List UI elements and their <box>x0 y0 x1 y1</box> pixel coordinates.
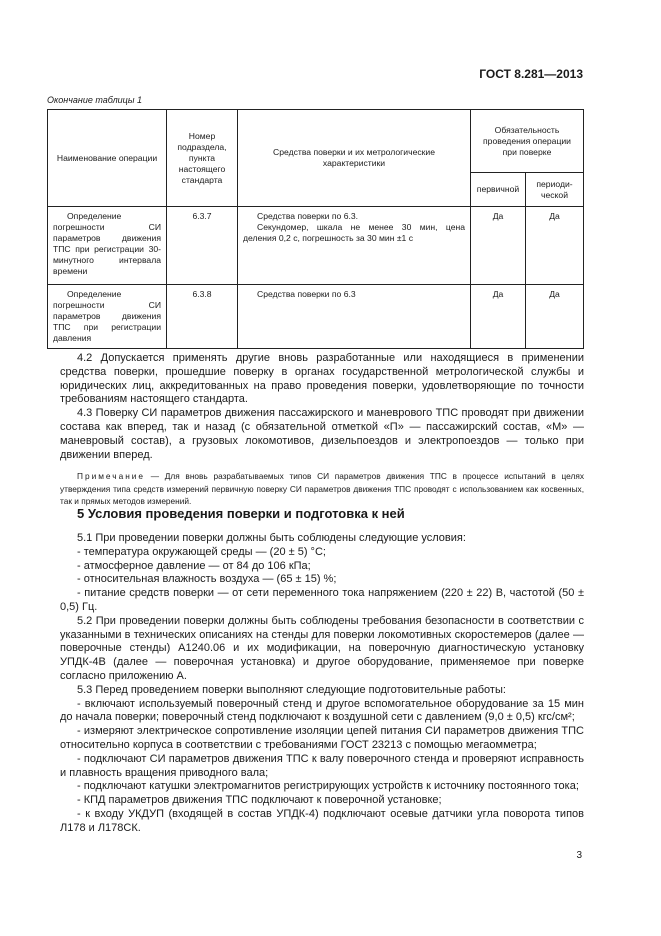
means-line: Средства поверки по 6.3. <box>257 211 359 221</box>
table-row <box>48 285 584 349</box>
paragraph-5-3: 5.3 Перед проведением поверки выполняют следующие подготовительные работы: <box>77 683 506 696</box>
note-text: — Для вновь разрабатываемых типов СИ параметров движения ТПС в процессе испытаний в целях утверждения типа средств измерений первичную поверку СИ параметров движения ТПС проводят с использованием как косвенных, так и прямых методов измерений. <box>60 471 584 507</box>
page-number: 3 <box>576 850 582 861</box>
work-item: - КПД параметров движения ТПС подключают к поверочной установке; <box>77 794 442 807</box>
header-verification-means: Средства поверки и их метрологические характеристики <box>238 110 471 207</box>
means-line: Средства поверки по 6.3 <box>257 289 356 299</box>
work-item: - измеряют электрическое сопротивление изоляции цепей питания СИ параметров движения ТПС относительно корпуса в соответствии с требованиями ГОСТ 23213 с помощью мегаомметра; <box>60 725 584 751</box>
row-verification-means <box>238 207 471 285</box>
header-primary: первичной <box>471 173 526 207</box>
condition-item: - питание средств поверки — от сети переменного тока напряжением (220 ± 22) В, частотой (50 ± 0,5) Гц. <box>60 587 584 613</box>
paragraph-4-3: 4.3 Поверку СИ параметров движения пассажирского и маневрового ТПС проводят при движении состава как вперед, так и назад (с обязательной отметкой «П» — пассажирский состав, «М» — маневровый состав), а грузовых локомотивов, дизельпоездов и электропоездов — только при движении вперед. <box>60 407 584 461</box>
work-item: - подключают СИ параметров движения ТПС к валу поверочного стенда и проверяют исправность и плавность вращения приводного вала; <box>60 752 584 779</box>
condition-item: - атмосферное давление — от 84 до 106 кПа; <box>77 559 311 572</box>
condition-item: - температура окружающей среды — (20 ± 5) °С; <box>77 545 326 558</box>
row-section-number: 6.3.8 <box>167 285 238 349</box>
paragraphs-block-4 <box>60 352 584 508</box>
section-5-body <box>60 532 584 836</box>
row-section-number: 6.3.7 <box>167 207 238 285</box>
note-paragraph <box>60 470 584 508</box>
header-periodic: периоди-ческой <box>526 173 584 207</box>
header-mandatory: Обязательность проведения операции при поверке <box>471 110 584 173</box>
table-caption: Окончание таблицы 1 <box>47 95 142 105</box>
row-operation-name: Определение погрешности СИ параметров движения ТПС при регистрации 30-минутного интервала времени <box>48 207 167 285</box>
row-periodic: Да <box>526 207 584 285</box>
header-operation-name: Наименование операции <box>48 110 167 207</box>
paragraph-5-1: 5.1 При проведении поверки должны быть соблюдены следующие условия: <box>77 532 466 544</box>
document-header: ГОСТ 8.281—2013 <box>479 67 583 81</box>
row-periodic: Да <box>526 285 584 349</box>
table-row <box>48 207 584 285</box>
row-operation-name: Определение погрешности СИ параметров движения ТПС при регистрации давления <box>48 285 167 349</box>
paragraph-4-2: 4.2 Допускается применять другие вновь разработанные или находящиеся в применении средства поверки, прошедшие поверку в органах государственной метрологической службы и юридических лиц, аккредитованных на право проведения поверки, удовлетворяющие по точности требованиям настоящего стандарта. <box>60 352 584 406</box>
table-header-row <box>48 110 584 173</box>
work-item: - включают используемый поверочный стенд и другое вспомогательное оборудование за 15 мин до начала поверки; поверочный стенд подключают к воздушной сети с давлением (9,0 ± 0,5) кгс/см²; <box>60 697 584 724</box>
section-5-title: 5 Условия проведения поверки и подготовка к ней <box>77 506 405 521</box>
row-primary: Да <box>471 285 526 349</box>
paragraph-5-2: 5.2 При проведении поверки должны быть соблюдены требования безопасности в соответствии с указанными в технических описаниях на стенды для поверки локомотивных скоростемеров (далее — поверочные стенды) А1240.06 и их модификации, на поверочную диагностическую установку УПДК-4В (далее — поверочная установка) и другое оборудование, применяемое при поверке согласно приложению А. <box>60 614 584 682</box>
header-section-number: Номер подраздела, пункта настоящего стандарта <box>167 110 238 207</box>
work-item: - к входу УКДУП (входящей в состав УПДК-4) подключают осевые датчики угла поворота типов Л178 и Л178СК. <box>60 807 584 834</box>
condition-item: - относительная влажность воздуха — (65 ± 15) %; <box>77 573 337 586</box>
note-label: Примечание <box>77 471 146 482</box>
means-line: Секундомер, шкала не менее 30 мин, цена деления 0,2 с, погрешность за 30 мин ±1 с <box>243 222 465 243</box>
row-primary: Да <box>471 207 526 285</box>
work-item: - подключают катушки электромагнитов регистрирующих устройств к источнику постоянного тока; <box>77 780 579 793</box>
row-verification-means <box>238 285 471 349</box>
verification-table <box>47 109 584 349</box>
